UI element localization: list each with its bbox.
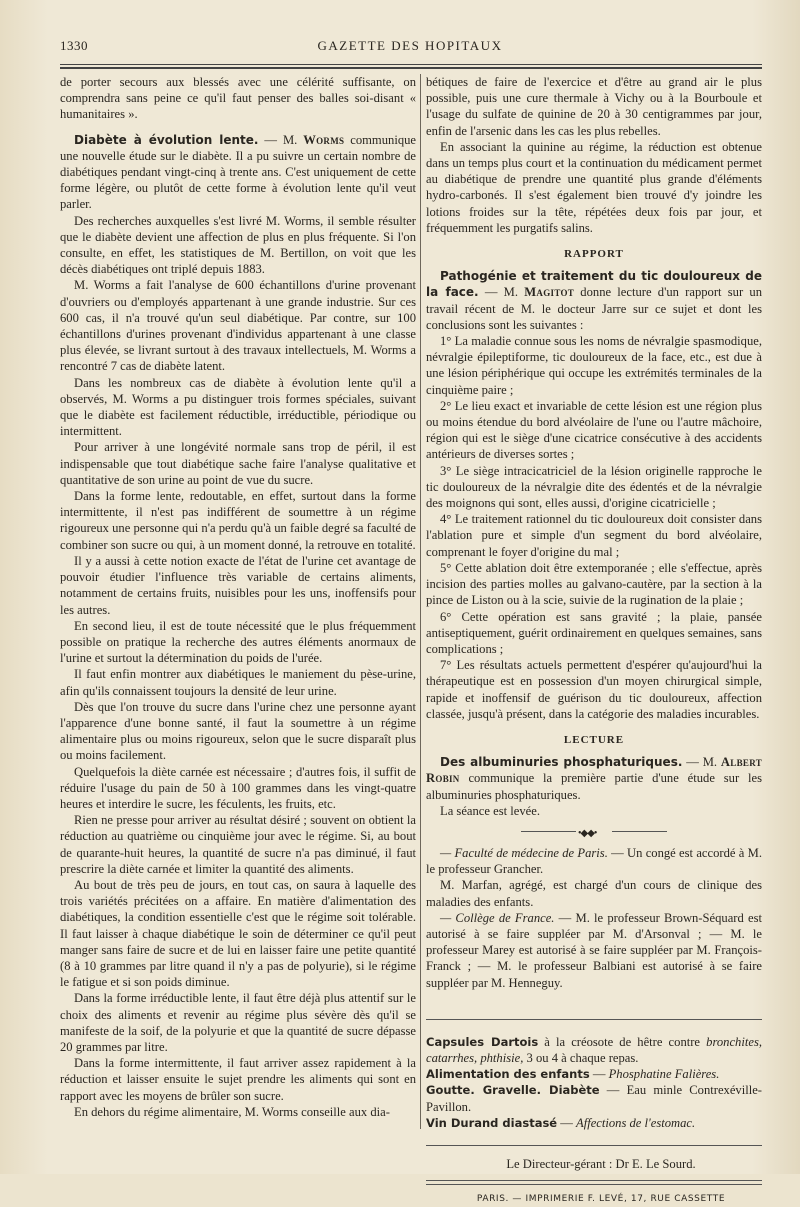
seance-closing: La séance est levée.: [440, 803, 540, 818]
ad-item: [426, 1066, 762, 1082]
paragraph: Dans la forme lente, redoutable, en effet, surtout dans la forme intermittente, il n'est pas indifférent de soumettre à un régime rigoureux une personne qui n'a perdu qu'à un faible degré sa faculté de combiner son sucre ou qui, à un moment donné, la retrouve en totalité.: [60, 489, 416, 552]
ad-product: Alimentation des enfants: [426, 1067, 590, 1082]
paragraph: Il faut enfin montrer aux diabétiques le maniement du pèse-urine, afin qu'ils connaissent toujours la densité de leur urine.: [60, 667, 416, 698]
section-heading-lecture: LECTURE: [563, 733, 625, 746]
page-number: 1330: [60, 38, 88, 53]
article-title: Des albuminuries phosphaturiques.: [440, 755, 683, 770]
ads-separator: [426, 1019, 762, 1020]
article-author: Worms: [303, 132, 345, 147]
ad-product: Goutte. Gravelle. Diabète: [426, 1083, 600, 1098]
paragraph: En associant la quinine au régime, la réduction est obtenue dans un temps plus court et la continuation du médicament permet au diabétique de prendre une quantité plus grande d'éléments hydro-carbonés. Il s'est également bien trouvé d'y joindre les lotions froides sur la tête, répétées deux fois par jour, et fréquemment les purgatifs salins.: [426, 139, 762, 235]
paragraph: Dans la forme intermittente, il faut arriver assez rapidement à la réduction et laisser ensuite le sujet prendre les aliments qui sont en rapport avec les moyens de brûler son sucre.: [60, 1056, 416, 1103]
paragraph: Dans la forme irréductible lente, il faut être déjà plus attentif sur le choix des aliments et revenir au régime plus sévère dès qu'il se manifeste de la soif, de la polyurie et que la quantité de sucre dépasse 20 grammes par litre.: [60, 991, 416, 1054]
conclusion-item: 7° Les résultats actuels permettent d'espérer qu'aujourd'hui la thérapeutique est en possession d'un moyen chirurgical simple, rapide et inoffensif de guérison du tic douloureux, affection classée, jusqu'à présent, dans la catégorie des maladies incurables.: [426, 658, 762, 721]
ad-product: Capsules Dartois: [426, 1034, 539, 1049]
paragraph: Des recherches auxquelles s'est livré M. Worms, il semble résulter que le diabète devient une affection de plus en plus fréquente. Si l'on consulte, en effet, les statistiques de M. Bertillon, on voit que les décès diabétiques ont triplé depuis 1883.: [60, 213, 416, 277]
ad-item: [426, 1115, 762, 1131]
article-author: Magitot: [524, 285, 575, 300]
paragraph: En second lieu, il est de toute nécessité que le plus fréquemment possible on pratique la recherche des autres éléments anormaux de l'urine et surtout la détermination du poids de l'urée.: [60, 618, 416, 666]
article-title: Pathogénie et traitement du tic douloureux de la face.: [426, 269, 762, 300]
paragraph: Dès que l'on trouve du sucre dans l'urine chez une personne ayant l'apparence d'une bonne santé, il faut la soumettre à un régime alimentaire plus ou moins rigoureux, selon que le sucre disparaît plus ou moins facilement.: [60, 699, 416, 763]
ad-text: à la créosote de hêtre contre: [538, 1034, 707, 1049]
ornament-glyph: •◆◆•: [578, 827, 597, 839]
ad-italic: Affections de l'estomac.: [576, 1115, 696, 1130]
director-line: Le Directeur-gérant : Dr E. Le Sourd.: [506, 1156, 696, 1171]
conclusion-item: 3° Le siège intracicatriciel de la lésion originelle rapproche le tic douloureux de la névralgie dite des édentés et de la névralgie des moignons qui sont, elles aussi, d'origine cicatricielle ;: [426, 463, 762, 511]
paragraph: de porter secours aux blessés avec une célérité suffisante, on comprendra sans peine ce qu'il faut penser des balles soi-disant « humanitaires ».: [60, 75, 416, 122]
news-title: — Collège de France.: [440, 910, 555, 925]
article-lecture: [426, 754, 762, 803]
article-text: donne lecture d'un rapport sur un travail récent de M. le docteur Jarre sur ce sujet et dont les conclusions sont les suivantes :: [426, 285, 762, 332]
ornament-divider: [426, 825, 762, 837]
ad-item: [426, 1034, 762, 1066]
news-item: [426, 845, 762, 877]
paragraph: M. Worms a fait l'analyse de 600 échantillons d'urine provenant d'ouvriers ou d'employés appartenant à une grande industrie. Sur ces 600 cas, il n'a trouvé qu'un seul diabétique. Par contre, sur 100 échantillons d'urines provenant d'individus appartenant à une classe plus élevée, se livrant surtout à des travaux intellectuels, M. Worms a rencontré 7 cas de diabète latent.: [60, 278, 416, 374]
ad-italic: bronchites, catarrhes, phthisie,: [426, 1034, 762, 1065]
article-rapport: [426, 268, 762, 333]
conclusion-item: 4° Le traitement rationnel du tic douloureux doit consister dans l'ablation pure et simple d'un segment du bord alvéolaire, comprenant le foyer d'origine du mal ;: [426, 512, 762, 559]
ad-text: — Eau minle Contrexéville-Pavillon.: [426, 1083, 763, 1114]
left-column: [60, 74, 416, 1120]
ad-italic: Phosphatine Falières.: [608, 1067, 720, 1082]
conclusion-item: 6° Cette opération est sans gravité ; la plaie, pansée antiseptiquement, guérit ordinairement en quelques semaines, sans complications ;: [426, 609, 762, 656]
footer-double-rule: [426, 1180, 762, 1185]
ornament-line: [612, 831, 667, 832]
news-text: — M. le professeur Brown-Séquard est autorisé à se faire suppléer par M. d'Arsonval ; — M. le professeur Marey est autorisé à se faire suppléer par M. François-Franck ; — M. le professeur Balbiani est autorisé à se faire suppléer par M. Henneguy.: [426, 910, 763, 990]
advertisements: [426, 1034, 762, 1131]
section-heading-rapport: RAPPORT: [564, 248, 624, 261]
article-text: communique une nouvelle étude sur le diabète. Il a pu suivre un certain nombre de diabétiques pendant vingt-cinq à trente ans. C'est uniquement de cette forme légère, ou plutôt de cette forme à évolution lente qu'il veut parler.: [60, 132, 416, 212]
right-column: [426, 74, 762, 1207]
news-item: M. Marfan, agrégé, est chargé d'un cours de clinique des maladies des enfants.: [426, 878, 762, 909]
dash: — M.: [682, 755, 721, 770]
page-header: [60, 36, 760, 58]
ad-tail: 3 ou 4 à chaque repas.: [523, 1050, 639, 1065]
ad-text: —: [589, 1067, 609, 1082]
printer-line: PARIS. — IMPRIMERIE F. LEVÉ, 17, RUE CASSETTE: [476, 1194, 726, 1205]
ornament-line: [521, 831, 576, 832]
paragraph: bétiques de faire de l'exercice et d'être au grand air le plus possible, puis une cure thermale à Vichy ou à la Bourboule et l'usage du sulfate de quinine de 20 à 30 centigrammes par jour, enfin de l'arsenic dans les cas les plus rebelles.: [426, 75, 762, 138]
ad-product: Vin Durand diastasé: [426, 1115, 558, 1130]
news-item: [426, 910, 762, 991]
dash: — M.: [258, 132, 304, 147]
ad-text: —: [557, 1115, 576, 1130]
header-rule: [60, 64, 762, 65]
article-title: Diabète à évolution lente.: [74, 132, 259, 147]
paragraph: Au bout de très peu de jours, en tout cas, on saura à laquelle des trois variétés précitées on a affaire. En matière d'alimentation des diabétiques, la condition essentielle c'est que le régime soit tolérable. Il faut laisser à chaque diabétique le soin de déterminer ce qu'il peut manger sans faire de sucre et de lui en laisser faire une petite quantité (8 à 10 grammes par litre quand il n'y a pas de polyurie), si le régime le fatigue et si son poids diminue.: [60, 877, 416, 990]
news-title: — Faculté de médecine de Paris.: [440, 845, 608, 860]
dash: — M.: [478, 285, 525, 300]
paragraph: Rien ne presse pour arriver au résultat désiré ; souvent on obtient la réduction au quatrième ou cinquième jour avec le régime. Si, au bout de quarante-huit heures, la quantité de sucre n'a pas diminué, il faut prescrire la diète carnée et limiter la quantité des aliments.: [60, 813, 416, 876]
header-rule-thick: [60, 67, 762, 69]
article-diabete: [60, 132, 416, 213]
paragraph: En dehors du régime alimentaire, M. Worms conseille aux dia-: [74, 1104, 390, 1119]
news-text: — Un congé est accordé à M. le professeur Grancher.: [426, 845, 762, 877]
article-text: communique la première partie d'une étude sur les albuminuries phosphaturiques.: [426, 771, 762, 802]
conclusion-item: 2° Le lieu exact et invariable de cette lésion est une région plus ou moins étendue du bord alvéolaire de l'une ou l'autre mâchoire, région qui est le siège d'une cicatrice consécutive à des accidents antérieurs de diverses sortes ;: [426, 398, 762, 462]
paragraph: Quelquefois la diète carnée est nécessaire ; d'autres fois, il suffit de réduire l'usage du pain de 50 à 100 grammes dans les vingt-quatre heures et interdire le sucre, les féculents, les fruits, etc.: [60, 764, 416, 811]
ad-item: [426, 1082, 762, 1114]
conclusion-item: 5° Cette ablation doit être extemporanée ; elle s'effectue, après incision des parties molles au galvano-cautère, par la section à la pince de Liston ou à la scie, suivie de la rugination de la plaie ;: [426, 560, 762, 608]
conclusion-item: 1° La maladie connue sous les noms de névralgie spasmodique, névralgie épileptiforme, tic douloureux de la face, etc., est due à une lésion périphérique qui occupe les extrémités terminales de la cinquième paire ;: [426, 334, 762, 397]
journal-title: GAZETTE DES HOPITAUX: [317, 38, 503, 53]
article-author: Albert Robin: [426, 755, 762, 786]
paragraph: Pour arriver à une longévité normale sans trop de péril, il est indispensable que tout diabétique sache faire l'analyse qualitative et quantitative de son urine au point de vue du sucre.: [60, 440, 416, 487]
column-divider: [420, 74, 421, 1129]
footer-separator: [426, 1145, 762, 1146]
paragraph: Dans les nombreux cas de diabète à évolution lente qu'il a observés, M. Worms a pu distinguer trois formes spéciales, suivant que le diabète est facilement réductible, irréductible, périodique ou intermittent.: [60, 375, 416, 439]
paragraph: Il y a aussi à cette notion exacte de l'état de l'urine cet avantage de pouvoir étudier l'influence très variable de certains aliments, notamment de certains fruits, nuisibles pour les uns, inoffensifs pour les autres.: [60, 553, 416, 617]
